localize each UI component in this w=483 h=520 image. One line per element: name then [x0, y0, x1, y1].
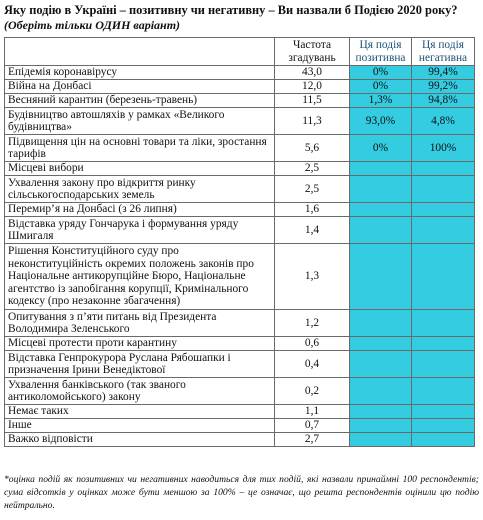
table-row — [5, 310, 475, 337]
negative-cell — [412, 310, 475, 337]
event-cell: Інше — [5, 419, 275, 433]
table-row — [5, 66, 475, 80]
event-cell: Ухвалення банківського (так званого антиколомойського) закону — [5, 378, 275, 405]
frequency-cell: 0,2 — [275, 378, 350, 405]
table-row — [5, 203, 475, 217]
frequency-cell: 2,7 — [275, 433, 350, 447]
negative-cell — [412, 405, 475, 419]
page-title: Яку подію в Україні – позитивну чи негативну – Ви назвали б Подією 2020 року? — [4, 3, 458, 17]
frequency-cell: 1,3 — [275, 244, 350, 310]
positive-cell — [350, 203, 412, 217]
positive-cell — [350, 378, 412, 405]
frequency-cell: 0,6 — [275, 337, 350, 351]
negative-cell: 100% — [412, 135, 475, 162]
footnote: *оцінка подій як позитивних чи негативних наводиться для тих подій, які назвали принаймні 100 респондентів; сума відсотків у оцінках може бути меншою за 100% – це означає, що решта респондентів оцінили цю подію нейтрально. — [4, 474, 479, 511]
positive-cell — [350, 351, 412, 378]
frequency-cell: 11,3 — [275, 108, 350, 135]
event-cell: Ухвалення закону про відкриття ринку сільськогосподарських земель — [5, 176, 275, 203]
negative-cell: 94,8% — [412, 94, 475, 108]
negative-cell — [412, 433, 475, 447]
positive-cell — [350, 162, 412, 176]
negative-cell: 99,2% — [412, 80, 475, 94]
event-cell: Рішення Конституційного суду про неконституційність окремих положень законів про Національне антикорупційне Бюро, Національне агентство із запобігання корупції, Кримінального кодексу (про незаконне збагачення) — [5, 244, 275, 310]
frequency-cell: 0,7 — [275, 419, 350, 433]
header-negative: Ця подія негативна — [412, 38, 475, 66]
event-cell: Місцеві вибори — [5, 162, 275, 176]
positive-cell — [350, 176, 412, 203]
negative-cell: 4,8% — [412, 108, 475, 135]
event-cell: Епідемія коронавірусу — [5, 66, 275, 80]
event-cell: Важко відповісти — [5, 433, 275, 447]
positive-cell — [350, 217, 412, 244]
frequency-cell: 1,1 — [275, 405, 350, 419]
event-cell: Весняний карантин (березень-травень) — [5, 94, 275, 108]
table-row — [5, 162, 475, 176]
survey-table — [4, 37, 475, 447]
frequency-cell: 43,0 — [275, 66, 350, 80]
positive-cell — [350, 244, 412, 310]
frequency-cell: 5,6 — [275, 135, 350, 162]
table-row — [5, 337, 475, 351]
event-cell: Перемир’я на Донбасі (з 26 липня) — [5, 203, 275, 217]
negative-cell — [412, 203, 475, 217]
event-cell: Місцеві протести проти карантину — [5, 337, 275, 351]
table-row — [5, 405, 475, 419]
event-cell: Війна на Донбасі — [5, 80, 275, 94]
event-cell: Немає таких — [5, 405, 275, 419]
table-row — [5, 433, 475, 447]
frequency-cell: 2,5 — [275, 162, 350, 176]
table-row — [5, 135, 475, 162]
table-row — [5, 419, 475, 433]
frequency-cell: 12,0 — [275, 80, 350, 94]
page-subtitle: (Оберіть тільки ОДИН варіант) — [4, 18, 181, 32]
negative-cell — [412, 419, 475, 433]
event-cell: Опитування з п’яти питань від Президента Володимира Зеленського — [5, 310, 275, 337]
header-frequency: Частота згадувань — [275, 38, 350, 66]
frequency-cell: 1,4 — [275, 217, 350, 244]
negative-cell — [412, 244, 475, 310]
positive-cell — [350, 337, 412, 351]
positive-cell: 0% — [350, 66, 412, 80]
negative-cell — [412, 162, 475, 176]
table-row — [5, 108, 475, 135]
table-row — [5, 217, 475, 244]
positive-cell: 1,3% — [350, 94, 412, 108]
positive-cell: 0% — [350, 135, 412, 162]
negative-cell — [412, 378, 475, 405]
table-row — [5, 244, 475, 310]
table-row — [5, 176, 475, 203]
table-header-row — [5, 38, 475, 66]
positive-cell — [350, 405, 412, 419]
negative-cell — [412, 337, 475, 351]
event-cell: Відставка уряду Гончарука і формування уряду Шмигаля — [5, 217, 275, 244]
frequency-cell: 0,4 — [275, 351, 350, 378]
event-cell: Будівництво автошляхів у рамках «Великого будівництва» — [5, 108, 275, 135]
positive-cell: 0% — [350, 80, 412, 94]
positive-cell — [350, 310, 412, 337]
positive-cell — [350, 419, 412, 433]
negative-cell — [412, 351, 475, 378]
table-row — [5, 94, 475, 108]
header-event — [5, 38, 275, 66]
negative-cell — [412, 217, 475, 244]
table-row — [5, 80, 475, 94]
table-row — [5, 378, 475, 405]
frequency-cell: 2,5 — [275, 176, 350, 203]
negative-cell — [412, 176, 475, 203]
negative-cell: 99,4% — [412, 66, 475, 80]
frequency-cell: 1,6 — [275, 203, 350, 217]
frequency-cell: 11,5 — [275, 94, 350, 108]
positive-cell: 93,0% — [350, 108, 412, 135]
frequency-cell: 1,2 — [275, 310, 350, 337]
event-cell: Відставка Генпрокурора Руслана Рябошапки і призначення Ірини Венедіктової — [5, 351, 275, 378]
table-row — [5, 351, 475, 378]
header-positive: Ця подія позитивна — [350, 38, 412, 66]
event-cell: Підвищення цін на основні товари та ліки, зростання тарифів — [5, 135, 275, 162]
positive-cell — [350, 433, 412, 447]
